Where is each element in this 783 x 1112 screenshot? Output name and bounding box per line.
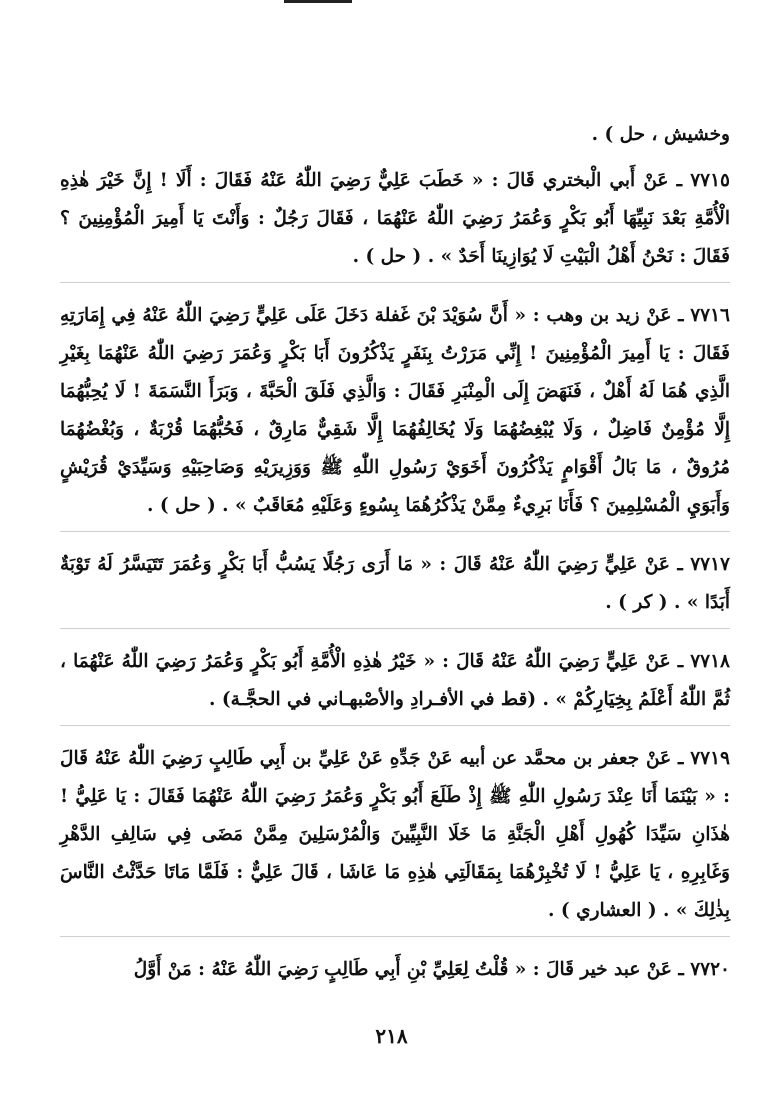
hadith-entry-7719 (60, 740, 730, 930)
entry-number: ٧٧١٧ (690, 554, 730, 575)
entry-text: ـ عَنْ عَلِيٍّ رَضِيَ اللّٰهُ عَنْهُ قَالَ : « مَا أَرَى رَجُلًا يَسُبُّ أَبَا بَكْرٍ وَعُمَرَ تَتَيَسَّرُ لَهُ تَوْبَةٌ أَبَدًا » . ( كر ) . (60, 554, 730, 613)
hadith-entry-7715 (60, 162, 730, 276)
hadith-entry-7720 (60, 951, 730, 989)
entry-divider (60, 282, 730, 283)
entry-number: ٧٧١٨ (690, 651, 730, 672)
entry-text: ـ عَنْ زيد بن وهب : « أَنَّ سُوَيْدَ بْنَ غَفلة دَخَلَ عَلَى عَلِيٍّ رَضِيَ اللّٰهُ عَنْهُ فِي إِمَارَتِهِ فَقَالَ : يَا أَمِيرَ الْمُؤْمِنِينَ ! إِنِّي مَرَرْتُ بِنَفَرٍ يَذْكُرُونَ أَبَا بَكْرٍ وَعُمَرَ رَضِيَ اللّٰهُ عَنْهُمَا بِغَيْرِ الَّذِي هُمَا لَهُ أَهْلٌ ، فَنَهَضَ إِلَى الْمِنْبَرِ فَقَالَ : وَالَّذِي فَلَقَ الْحَبَّةَ ، وَبَرَأَ النَّسَمَةَ ! لَا يُحِبُّهُمَا إِلَّا مُؤْمِنٌ فَاضِلٌ ، وَلَا يُبْغِضُهُمَا وَلَا يُخَالِفُهُمَا إِلَّا شَقِيٌّ مَارِقٌ ، فَحُبُّهُمَا قُرْبَةٌ ، وَبُغْضُهُمَا مُرُوقٌ ، مَا بَالُ أَقْوَامٍ يَذْكُرُونَ أَخَوَيْ رَسُولِ اللّٰهِ ﷺ وَوَزِيرَيْهِ وَصَاحِبَيْهِ وَسَيِّدَيْ قُرَيْشٍ وَأَبَوَيِ الْمُسْلِمِينَ ؟ فَأَنَا بَرِيءٌ مِمَّنْ يَذْكُرُهُمَا بِسُوءٍ وَعَلَيْهِ مُعَاقَبٌ » . ( حل ) . (60, 305, 730, 516)
entry-divider (60, 531, 730, 532)
entry-divider (60, 725, 730, 726)
hadith-entry-7717 (60, 546, 730, 622)
entry-number: ٧٧١٦ (690, 305, 730, 326)
entry-text: ـ عَنْ عبد خير قَالَ : « قُلْتُ لِعَلِيِّ بْنِ أَبِي طَالِبٍ رَضِيَ اللّٰهُ عَنْهُ : مَنْ أَوَّلُ (133, 959, 684, 980)
entry-text: ـ عَنْ جعفر بن محمَّد عن أبيه عَنْ جَدِّهِ عَنْ عَلِيِّ بن أَبِي طَالِبٍ رَضِيَ اللّٰهُ عَنْهُ قَالَ : « بَيْنَمَا أَنَا عِنْدَ رَسُولِ اللّٰهِ ﷺ إِذْ طَلَعَ أَبُو بَكْرٍ وَعُمَرُ رَضِيَ اللّٰهُ عَنْهُمَا فَقَالَ : يَا عَلِيُّ ! هٰذَانِ سَيِّدَا كُهُولِ أَهْلِ الْجَنَّةِ مَا خَلَا النَّبِيِّينَ وَالْمُرْسَلِينَ مِمَّنْ مَضَى فِي سَالِفِ الدَّهْرِ وَغَابِرِهِ ، يَا عَلِيُّ ! لَا تُخْبِرْهُمَا بِمَقَالَتِي هٰذِهِ مَا عَاشَا ، قَالَ عَلِيٌّ : فَلَمَّا مَاتَا حَدَّثْتُ النَّاسَ بِذٰلِكَ » . ( العشاري ) . (60, 748, 730, 921)
page-number: ٢١٨ (375, 1024, 408, 1048)
continuation-text: وخشيش ، حل ) . (591, 124, 730, 145)
page-body (60, 116, 730, 989)
entry-number: ٧٧١٥ (690, 170, 730, 191)
entry-divider (60, 628, 730, 629)
header-rule (284, 0, 352, 3)
entry-number: ٧٧٢٠ (690, 959, 730, 980)
hadith-entry-7716 (60, 297, 730, 525)
entry-text: ـ عَنْ أَبي الْبختري قَالَ : « خَطَبَ عَلِيٌّ رَضِيَ اللّٰهُ عَنْهُ فَقَالَ : أَلَا ! إِنَّ خَيْرَ هٰذِهِ الْأُمَّةِ بَعْدَ نَبِيِّهَا أَبُو بَكْرٍ وَعُمَرُ رَضِيَ اللّٰهُ عَنْهُمَا ، فَقَالَ رَجُلٌ : وَأَنْتَ يَا أَمِيرَ الْمُؤْمِنِينَ ؟ فَقَالَ : نَحْنُ أَهْلُ الْبَيْتِ لَا يُوَازِينَا أَحَدٌ » . ( حل ) . (60, 170, 730, 267)
hadith-entry-7718 (60, 643, 730, 719)
entry-text: ـ عَنْ عَلِيٍّ رَضِيَ اللّٰهُ عَنْهُ قَالَ : « خَيْرُ هٰذِهِ الْأُمَّةِ أَبُو بَكْرٍ وَعُمَرُ رَضِيَ اللّٰهُ عَنْهُمَا ، ثُمَّ اللّٰهُ أَعْلَمُ بِخِيَارِكُمْ » . (قط في الأفـرادِ والأصْبهـاني في الحجَّـة) . (60, 651, 730, 710)
entry-divider (60, 936, 730, 937)
entry-number: ٧٧١٩ (690, 748, 730, 769)
